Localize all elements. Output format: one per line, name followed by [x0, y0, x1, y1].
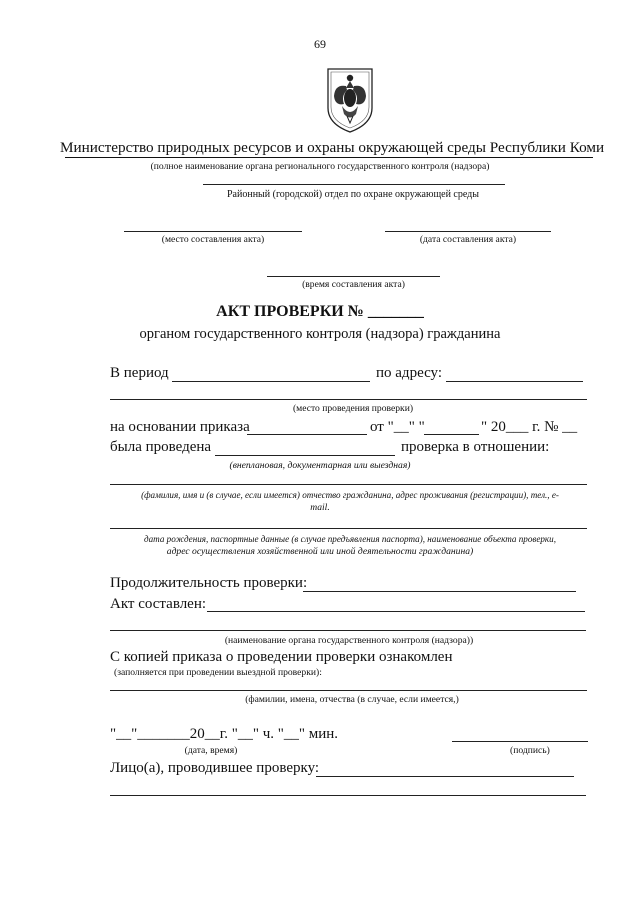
- ministry-name: Министерство природных ресурсов и охраны окружающей среды Республики Коми: [60, 139, 605, 156]
- signature-caption: (подпись): [510, 745, 550, 756]
- inspector-line-2[interactable]: [110, 795, 586, 796]
- inspector-label: Лицо(а), проводившее проверку:: [110, 760, 320, 776]
- year-label: " 20___ г. № __: [481, 419, 578, 435]
- copy-note: (заполняется при проведении выездной проверки):: [114, 667, 322, 678]
- person-caption-1: (фамилия, имя и (в случае, если имеется) отчество гражданина, адрес проживания (регистрации), тел., е-: [141, 490, 559, 500]
- coat-of-arms-icon: [325, 66, 375, 134]
- date-caption: (дата составления акта): [419, 234, 517, 245]
- check-type-caption: (внеплановая, документарная или выездная): [229, 460, 411, 471]
- names-caption: (фамилии, имена, отчества (в случае, если имеется,): [245, 694, 459, 705]
- department-name: Районный (городской) отдел по охране окружающей среды: [227, 189, 479, 200]
- address-label: по адресу:: [376, 365, 443, 381]
- time-caption: (время составления акта): [302, 279, 405, 290]
- period-label: В период: [110, 365, 169, 381]
- date-time-line[interactable]: "__"_______20__г. "__" ч. "__" мин.: [110, 726, 339, 742]
- date-time-caption: (дата, время): [184, 745, 238, 756]
- duration-label: Продолжительность проверки:: [110, 575, 308, 591]
- compiled-line[interactable]: [207, 611, 585, 612]
- person-caption-2: mail.: [310, 502, 330, 513]
- place-of-check-caption: (место проведения проверки): [292, 403, 414, 414]
- period-line[interactable]: [172, 381, 370, 382]
- ministry-caption: (полное наименование органа регионального государственного контроля (надзора): [150, 161, 490, 172]
- page-number: 69: [314, 37, 326, 51]
- inspector-line[interactable]: [316, 776, 574, 777]
- birth-caption-1: дата рождения, паспортные данные (в случае предъявления паспорта), наименование объекта проверки,: [144, 534, 556, 544]
- from-label: от "__" ": [370, 419, 425, 435]
- copy-label: С копией приказа о проведении проверки ознакомлен: [110, 649, 453, 665]
- compiled-line-2[interactable]: [110, 630, 586, 631]
- order-label: на основании приказа: [110, 419, 250, 435]
- duration-line[interactable]: [303, 591, 576, 592]
- compiled-label: Акт составлен:: [110, 596, 207, 612]
- place-caption: (место составления акта): [161, 234, 265, 245]
- check-type-line[interactable]: [215, 455, 395, 456]
- person-details-line[interactable]: [110, 528, 587, 529]
- order-date-line[interactable]: [424, 434, 479, 435]
- regarding-label: проверка в отношении:: [401, 439, 550, 455]
- signature-line[interactable]: [452, 741, 588, 742]
- names-line[interactable]: [110, 690, 587, 691]
- act-title: АКТ ПРОВЕРКИ № _______: [216, 303, 424, 320]
- organ-caption: (наименование органа государственного контроля (надзора)): [224, 635, 474, 646]
- address-line[interactable]: [446, 381, 583, 382]
- conducted-label: была проведена: [110, 439, 212, 455]
- birth-caption-2: адрес осуществления хозяйственной или иной деятельности гражданина): [166, 546, 474, 557]
- person-line[interactable]: [110, 484, 587, 485]
- order-line[interactable]: [247, 434, 367, 435]
- address-line-2[interactable]: [110, 399, 587, 400]
- act-subtitle: органом государственного контроля (надзора) гражданина: [139, 326, 501, 342]
